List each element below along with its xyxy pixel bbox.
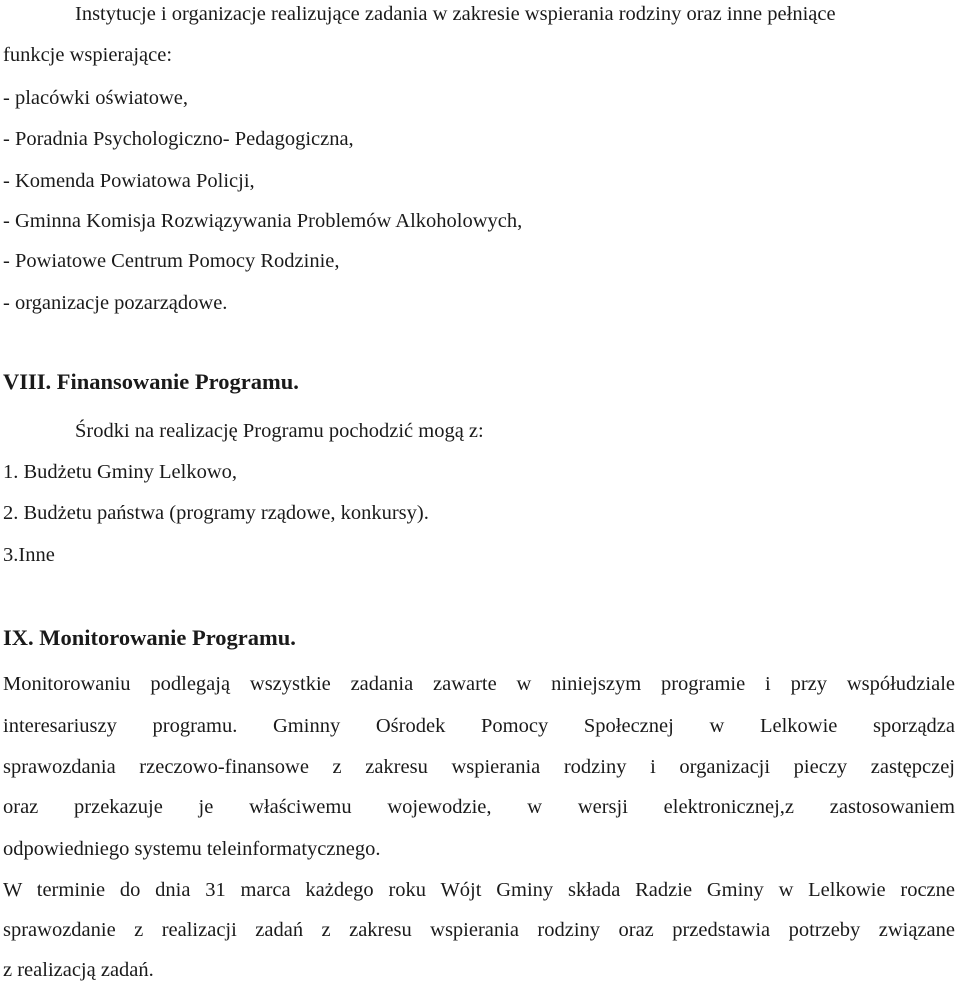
list-item: - Komenda Powiatowa Policji, bbox=[3, 170, 255, 192]
section-viii-heading: VIII. Finansowanie Programu. bbox=[3, 369, 299, 394]
paragraph-line: W terminie do dnia 31 marca każdego roku Wójt Gminy składa Radzie Gminy w Lelkowie roczne bbox=[3, 879, 955, 901]
list-item: 1. Budżetu Gminy Lelkowo, bbox=[3, 461, 238, 483]
list-item: - organizacje pozarządowe. bbox=[3, 292, 228, 314]
paragraph-line: sprawozdanie z realizacji zadań z zakresu wspierania rodziny oraz przedstawia potrzeby związane bbox=[3, 919, 955, 941]
section-ix-heading: IX. Monitorowanie Programu. bbox=[3, 625, 296, 650]
list-item: - placówki oświatowe, bbox=[3, 87, 189, 109]
paragraph-line: interesariuszy programu. Gminny Ośrodek Pomocy Społecznej w Lelkowie sporządza bbox=[3, 715, 955, 737]
paragraph-line: sprawozdania rzeczowo-finansowe z zakresu wspierania rodziny i organizacji pieczy zastępczej bbox=[3, 756, 955, 778]
list-item: - Gminna Komisja Rozwiązywania Problemów Alkoholowych, bbox=[3, 210, 523, 232]
list-item: 3.Inne bbox=[3, 544, 55, 566]
paragraph-line: Monitorowaniu podlegają wszystkie zadania zawarte w niniejszym programie i przy współudziale bbox=[3, 673, 955, 695]
list-item: 2. Budżetu państwa (programy rządowe, konkursy). bbox=[3, 502, 429, 524]
intro-line-1: Instytucje i organizacje realizujące zadania w zakresie wspierania rodziny oraz inne pełniące bbox=[75, 3, 836, 25]
intro-line-2: funkcje wspierające: bbox=[3, 44, 173, 66]
paragraph-line: z realizacją zadań. bbox=[3, 959, 154, 981]
paragraph-line: odpowiedniego systemu teleinformatycznego. bbox=[3, 838, 381, 860]
list-item: - Powiatowe Centrum Pomocy Rodzinie, bbox=[3, 250, 340, 272]
paragraph-line: oraz przekazuje je właściwemu wojewodzie, w wersji elektronicznej,z zastosowaniem bbox=[3, 796, 955, 818]
funding-lead-text: Środki na realizację Programu pochodzić mogą z: bbox=[75, 420, 484, 442]
list-item: - Poradnia Psychologiczno- Pedagogiczna, bbox=[3, 128, 354, 150]
